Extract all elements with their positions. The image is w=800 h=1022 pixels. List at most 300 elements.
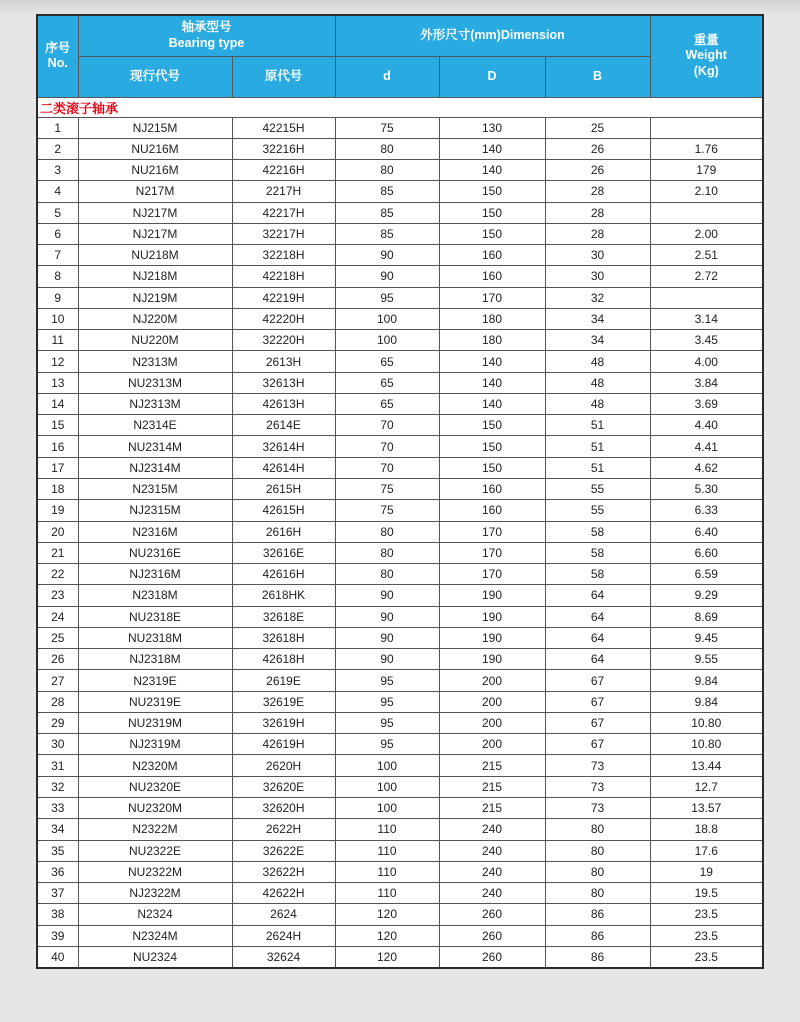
- header-old-code: 原代号: [232, 56, 335, 97]
- cell-old-code: 2217H: [232, 181, 335, 202]
- table-row: [37, 734, 763, 755]
- cell-D: 150: [439, 223, 545, 244]
- cell-old-code: 32217H: [232, 223, 335, 244]
- header-B: B: [545, 56, 650, 97]
- cell-B: 67: [545, 670, 650, 691]
- header-no: [37, 15, 78, 97]
- cell-current-code: NJ2319M: [78, 734, 232, 755]
- cell-weight: 9.84: [650, 691, 763, 712]
- table-row: [37, 883, 763, 904]
- cell-D: 260: [439, 904, 545, 925]
- cell-B: 67: [545, 691, 650, 712]
- cell-d: 65: [335, 351, 439, 372]
- table-row: [37, 245, 763, 266]
- header-no-zh: 序号: [45, 40, 71, 55]
- cell-D: 240: [439, 861, 545, 882]
- table-row: [37, 649, 763, 670]
- cell-current-code: NU216M: [78, 138, 232, 159]
- table-row: [37, 393, 763, 414]
- cell-no: 1: [37, 117, 78, 138]
- header-weight-unit: (Kg): [693, 64, 719, 79]
- cell-B: 34: [545, 330, 650, 351]
- cell-D: 140: [439, 351, 545, 372]
- cell-old-code: 42619H: [232, 734, 335, 755]
- cell-current-code: N2315M: [78, 479, 232, 500]
- cell-B: 86: [545, 946, 650, 967]
- cell-D: 190: [439, 585, 545, 606]
- cell-current-code: NU2318E: [78, 606, 232, 627]
- cell-no: 9: [37, 287, 78, 308]
- cell-B: 55: [545, 500, 650, 521]
- cell-no: 32: [37, 776, 78, 797]
- cell-D: 240: [439, 883, 545, 904]
- cell-old-code: 32618E: [232, 606, 335, 627]
- cell-weight: 19: [650, 861, 763, 882]
- cell-D: 150: [439, 202, 545, 223]
- header-d: d: [335, 56, 439, 97]
- cell-d: 65: [335, 372, 439, 393]
- cell-current-code: NJ2313M: [78, 393, 232, 414]
- cell-weight: 8.69: [650, 606, 763, 627]
- table-row: [37, 330, 763, 351]
- cell-weight: 179: [650, 160, 763, 181]
- cell-d: 85: [335, 223, 439, 244]
- cell-no: 30: [37, 734, 78, 755]
- cell-d: 80: [335, 521, 439, 542]
- cell-B: 26: [545, 138, 650, 159]
- cell-D: 150: [439, 415, 545, 436]
- cell-weight: 9.45: [650, 627, 763, 648]
- cell-no: 2: [37, 138, 78, 159]
- cell-no: 8: [37, 266, 78, 287]
- cell-no: 26: [37, 649, 78, 670]
- cell-D: 180: [439, 330, 545, 351]
- cell-old-code: 32220H: [232, 330, 335, 351]
- cell-d: 95: [335, 691, 439, 712]
- cell-old-code: 32613H: [232, 372, 335, 393]
- cell-B: 64: [545, 627, 650, 648]
- cell-D: 190: [439, 649, 545, 670]
- cell-current-code: NU2322E: [78, 840, 232, 861]
- cell-d: 75: [335, 500, 439, 521]
- header-no-en: No.: [47, 56, 68, 71]
- cell-d: 75: [335, 117, 439, 138]
- cell-no: 4: [37, 181, 78, 202]
- cell-d: 95: [335, 670, 439, 691]
- cell-weight: 3.45: [650, 330, 763, 351]
- header-current-code: 现行代号: [78, 56, 232, 97]
- cell-d: 85: [335, 202, 439, 223]
- table-row: [37, 457, 763, 478]
- bearing-spec-table: [36, 14, 764, 969]
- cell-d: 65: [335, 393, 439, 414]
- table-row: [37, 138, 763, 159]
- cell-current-code: N217M: [78, 181, 232, 202]
- table-row: [37, 712, 763, 733]
- cell-no: 27: [37, 670, 78, 691]
- cell-no: 39: [37, 925, 78, 946]
- cell-weight: 9.84: [650, 670, 763, 691]
- cell-d: 90: [335, 245, 439, 266]
- cell-old-code: 32620H: [232, 798, 335, 819]
- cell-D: 170: [439, 542, 545, 563]
- cell-no: 36: [37, 861, 78, 882]
- table-row: [37, 925, 763, 946]
- cell-D: 150: [439, 457, 545, 478]
- cell-d: 95: [335, 287, 439, 308]
- cell-weight: 2.00: [650, 223, 763, 244]
- cell-d: 110: [335, 883, 439, 904]
- cell-weight: 23.5: [650, 904, 763, 925]
- cell-B: 80: [545, 883, 650, 904]
- cell-current-code: N2314E: [78, 415, 232, 436]
- cell-B: 28: [545, 202, 650, 223]
- cell-B: 28: [545, 181, 650, 202]
- cell-d: 80: [335, 160, 439, 181]
- cell-old-code: 32614H: [232, 436, 335, 457]
- table-row: [37, 117, 763, 138]
- cell-d: 80: [335, 542, 439, 563]
- cell-no: 37: [37, 883, 78, 904]
- cell-weight: 1.76: [650, 138, 763, 159]
- cell-d: 95: [335, 734, 439, 755]
- cell-current-code: NU2319M: [78, 712, 232, 733]
- header-weight-zh: 重量: [693, 32, 719, 47]
- cell-no: 29: [37, 712, 78, 733]
- cell-B: 25: [545, 117, 650, 138]
- cell-weight: 6.60: [650, 542, 763, 563]
- cell-B: 73: [545, 798, 650, 819]
- cell-current-code: N2319E: [78, 670, 232, 691]
- cell-weight: 9.29: [650, 585, 763, 606]
- cell-B: 48: [545, 372, 650, 393]
- cell-d: 95: [335, 712, 439, 733]
- header-D: D: [439, 56, 545, 97]
- cell-old-code: 2620H: [232, 755, 335, 776]
- cell-no: 15: [37, 415, 78, 436]
- cell-D: 215: [439, 798, 545, 819]
- cell-no: 24: [37, 606, 78, 627]
- table-row: [37, 181, 763, 202]
- cell-weight: 10.80: [650, 712, 763, 733]
- cell-old-code: 32616E: [232, 542, 335, 563]
- cell-d: 75: [335, 479, 439, 500]
- cell-d: 120: [335, 946, 439, 967]
- cell-current-code: NU2318M: [78, 627, 232, 648]
- cell-B: 58: [545, 521, 650, 542]
- cell-old-code: 2616H: [232, 521, 335, 542]
- cell-current-code: NJ2322M: [78, 883, 232, 904]
- table-body: [37, 117, 763, 968]
- cell-B: 30: [545, 266, 650, 287]
- cell-d: 100: [335, 776, 439, 797]
- cell-B: 67: [545, 734, 650, 755]
- table-row: [37, 372, 763, 393]
- cell-no: 16: [37, 436, 78, 457]
- cell-current-code: NJ217M: [78, 223, 232, 244]
- cell-B: 32: [545, 287, 650, 308]
- cell-B: 64: [545, 606, 650, 627]
- cell-current-code: NJ215M: [78, 117, 232, 138]
- cell-B: 64: [545, 649, 650, 670]
- cell-D: 160: [439, 245, 545, 266]
- cell-weight: 2.72: [650, 266, 763, 287]
- cell-B: 86: [545, 925, 650, 946]
- cell-D: 200: [439, 691, 545, 712]
- cell-weight: [650, 117, 763, 138]
- cell-current-code: NU218M: [78, 245, 232, 266]
- table-row: [37, 521, 763, 542]
- cell-no: 17: [37, 457, 78, 478]
- cell-weight: 6.40: [650, 521, 763, 542]
- cell-B: 26: [545, 160, 650, 181]
- cell-d: 90: [335, 585, 439, 606]
- table-row: [37, 436, 763, 457]
- cell-old-code: 42217H: [232, 202, 335, 223]
- cell-current-code: NJ2316M: [78, 564, 232, 585]
- cell-d: 80: [335, 564, 439, 585]
- cell-D: 160: [439, 266, 545, 287]
- cell-old-code: 42613H: [232, 393, 335, 414]
- cell-current-code: NU2319E: [78, 691, 232, 712]
- cell-weight: [650, 202, 763, 223]
- cell-no: 38: [37, 904, 78, 925]
- cell-B: 80: [545, 861, 650, 882]
- cell-weight: 4.40: [650, 415, 763, 436]
- table-row: [37, 861, 763, 882]
- cell-D: 140: [439, 393, 545, 414]
- cell-d: 100: [335, 755, 439, 776]
- cell-no: 31: [37, 755, 78, 776]
- cell-B: 30: [545, 245, 650, 266]
- cell-d: 110: [335, 819, 439, 840]
- cell-D: 160: [439, 479, 545, 500]
- cell-B: 80: [545, 840, 650, 861]
- cell-no: 5: [37, 202, 78, 223]
- cell-no: 25: [37, 627, 78, 648]
- cell-D: 190: [439, 606, 545, 627]
- cell-d: 85: [335, 181, 439, 202]
- cell-old-code: 32218H: [232, 245, 335, 266]
- cell-weight: 23.5: [650, 925, 763, 946]
- cell-no: 10: [37, 308, 78, 329]
- cell-weight: [650, 287, 763, 308]
- header-bearing-type-zh: 轴承型号: [181, 20, 232, 35]
- table-row: [37, 606, 763, 627]
- cell-old-code: 2622H: [232, 819, 335, 840]
- cell-no: 14: [37, 393, 78, 414]
- cell-B: 73: [545, 755, 650, 776]
- cell-weight: 2.51: [650, 245, 763, 266]
- cell-D: 240: [439, 840, 545, 861]
- cell-no: 6: [37, 223, 78, 244]
- cell-B: 51: [545, 457, 650, 478]
- cell-weight: 4.62: [650, 457, 763, 478]
- cell-current-code: N2318M: [78, 585, 232, 606]
- cell-D: 140: [439, 138, 545, 159]
- cell-B: 58: [545, 564, 650, 585]
- cell-weight: 5.30: [650, 479, 763, 500]
- cell-old-code: 32622H: [232, 861, 335, 882]
- table-row: [37, 670, 763, 691]
- cell-current-code: NJ2314M: [78, 457, 232, 478]
- category-label: 二类滚子轴承: [37, 97, 763, 117]
- cell-old-code: 42219H: [232, 287, 335, 308]
- cell-D: 200: [439, 734, 545, 755]
- cell-D: 160: [439, 500, 545, 521]
- table-row: [37, 415, 763, 436]
- table-row: [37, 755, 763, 776]
- cell-D: 215: [439, 755, 545, 776]
- cell-current-code: NU2322M: [78, 861, 232, 882]
- cell-weight: 9.55: [650, 649, 763, 670]
- cell-no: 33: [37, 798, 78, 819]
- cell-B: 34: [545, 308, 650, 329]
- cell-old-code: 32622E: [232, 840, 335, 861]
- cell-old-code: 32619E: [232, 691, 335, 712]
- cell-D: 170: [439, 521, 545, 542]
- cell-d: 100: [335, 798, 439, 819]
- cell-weight: 3.84: [650, 372, 763, 393]
- cell-B: 48: [545, 393, 650, 414]
- table-row: [37, 287, 763, 308]
- table-row: [37, 500, 763, 521]
- cell-no: 3: [37, 160, 78, 181]
- table-row: [37, 691, 763, 712]
- cell-weight: 4.00: [650, 351, 763, 372]
- cell-D: 200: [439, 712, 545, 733]
- cell-current-code: NJ220M: [78, 308, 232, 329]
- cell-weight: 4.41: [650, 436, 763, 457]
- cell-no: 23: [37, 585, 78, 606]
- cell-no: 18: [37, 479, 78, 500]
- cell-D: 170: [439, 564, 545, 585]
- header-weight: [650, 15, 763, 97]
- cell-old-code: 2624: [232, 904, 335, 925]
- cell-current-code: NU220M: [78, 330, 232, 351]
- cell-no: 7: [37, 245, 78, 266]
- cell-d: 70: [335, 436, 439, 457]
- cell-d: 80: [335, 138, 439, 159]
- cell-old-code: 32624: [232, 946, 335, 967]
- cell-old-code: 42618H: [232, 649, 335, 670]
- table-row: [37, 946, 763, 967]
- table-row: [37, 627, 763, 648]
- cell-old-code: 42216H: [232, 160, 335, 181]
- cell-D: 190: [439, 627, 545, 648]
- cell-B: 55: [545, 479, 650, 500]
- cell-d: 70: [335, 415, 439, 436]
- cell-B: 86: [545, 904, 650, 925]
- cell-d: 120: [335, 904, 439, 925]
- cell-current-code: N2324M: [78, 925, 232, 946]
- cell-current-code: NU2314M: [78, 436, 232, 457]
- cell-weight: 10.80: [650, 734, 763, 755]
- cell-old-code: 42218H: [232, 266, 335, 287]
- cell-d: 90: [335, 606, 439, 627]
- table-row: [37, 223, 763, 244]
- table-row: [37, 904, 763, 925]
- cell-D: 170: [439, 287, 545, 308]
- cell-weight: 19.5: [650, 883, 763, 904]
- header-bearing-type-en: Bearing type: [168, 35, 245, 50]
- cell-weight: 3.69: [650, 393, 763, 414]
- cell-d: 120: [335, 925, 439, 946]
- cell-no: 40: [37, 946, 78, 967]
- cell-old-code: 42614H: [232, 457, 335, 478]
- cell-current-code: NU2316E: [78, 542, 232, 563]
- cell-old-code: 2619E: [232, 670, 335, 691]
- cell-weight: 2.10: [650, 181, 763, 202]
- cell-d: 110: [335, 861, 439, 882]
- cell-old-code: 32620E: [232, 776, 335, 797]
- cell-old-code: 42616H: [232, 564, 335, 585]
- cell-d: 90: [335, 649, 439, 670]
- cell-no: 20: [37, 521, 78, 542]
- cell-current-code: NU2320M: [78, 798, 232, 819]
- cell-d: 100: [335, 330, 439, 351]
- cell-current-code: NU216M: [78, 160, 232, 181]
- cell-old-code: 42220H: [232, 308, 335, 329]
- cell-current-code: NJ218M: [78, 266, 232, 287]
- cell-no: 35: [37, 840, 78, 861]
- cell-D: 215: [439, 776, 545, 797]
- cell-D: 260: [439, 925, 545, 946]
- cell-D: 150: [439, 436, 545, 457]
- cell-d: 90: [335, 266, 439, 287]
- cell-weight: 18.8: [650, 819, 763, 840]
- cell-weight: 6.59: [650, 564, 763, 585]
- cell-current-code: NJ2315M: [78, 500, 232, 521]
- cell-no: 21: [37, 542, 78, 563]
- cell-B: 51: [545, 436, 650, 457]
- cell-D: 150: [439, 181, 545, 202]
- cell-current-code: N2320M: [78, 755, 232, 776]
- cell-B: 58: [545, 542, 650, 563]
- cell-current-code: NJ2318M: [78, 649, 232, 670]
- cell-D: 130: [439, 117, 545, 138]
- table-row: [37, 160, 763, 181]
- cell-weight: 6.33: [650, 500, 763, 521]
- cell-old-code: 42215H: [232, 117, 335, 138]
- cell-current-code: N2322M: [78, 819, 232, 840]
- cell-old-code: 42622H: [232, 883, 335, 904]
- cell-D: 140: [439, 372, 545, 393]
- cell-no: 28: [37, 691, 78, 712]
- cell-D: 260: [439, 946, 545, 967]
- cell-weight: 23.5: [650, 946, 763, 967]
- cell-no: 13: [37, 372, 78, 393]
- cell-old-code: 2615H: [232, 479, 335, 500]
- cell-current-code: NJ217M: [78, 202, 232, 223]
- cell-current-code: N2316M: [78, 521, 232, 542]
- table-row: [37, 819, 763, 840]
- cell-old-code: 2618HK: [232, 585, 335, 606]
- cell-d: 70: [335, 457, 439, 478]
- cell-no: 22: [37, 564, 78, 585]
- header-dimension: 外形尺寸(mm)Dimension: [335, 15, 650, 56]
- table-row: [37, 840, 763, 861]
- cell-B: 67: [545, 712, 650, 733]
- cell-old-code: 2614E: [232, 415, 335, 436]
- cell-D: 180: [439, 308, 545, 329]
- cell-current-code: NJ219M: [78, 287, 232, 308]
- cell-D: 200: [439, 670, 545, 691]
- cell-weight: 13.44: [650, 755, 763, 776]
- cell-no: 11: [37, 330, 78, 351]
- table-row: [37, 585, 763, 606]
- cell-D: 140: [439, 160, 545, 181]
